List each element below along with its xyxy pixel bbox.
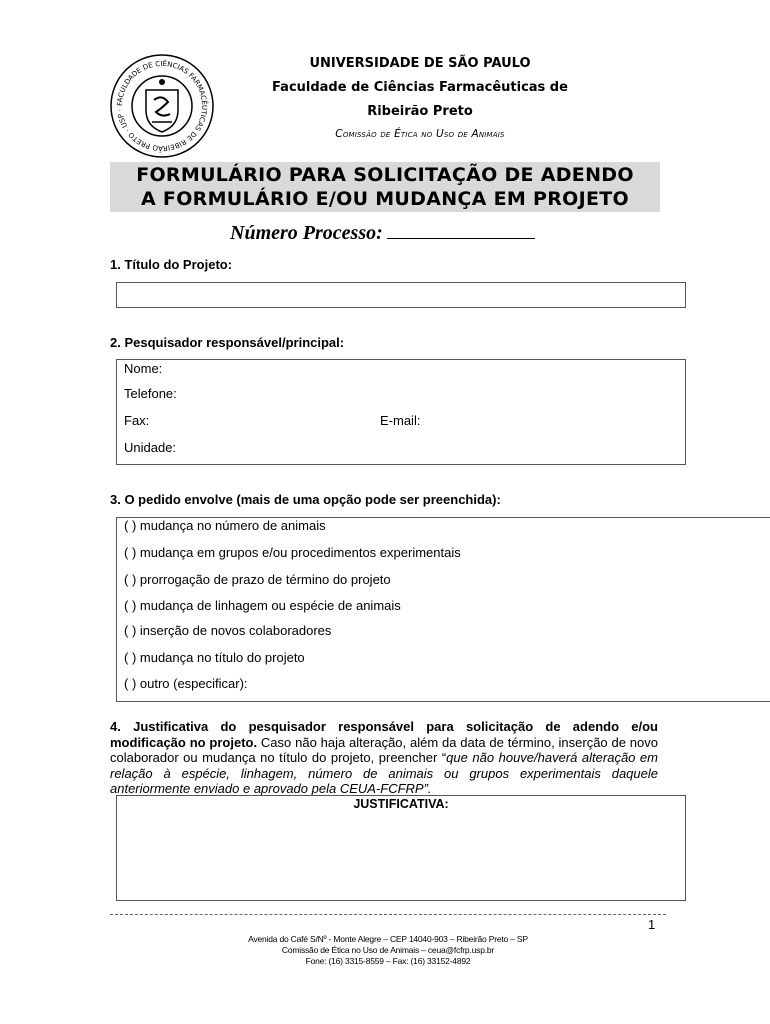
university-name: UNIVERSIDADE DE SÃO PAULO	[309, 56, 531, 71]
footer-address: Avenida do Café S/Nº - Monte Alegre – CEP 14040-903 – Ribeirão Preto – SP	[248, 934, 528, 944]
option-other[interactable]: ( ) outro (especificar):	[124, 676, 248, 691]
form-title-line2: A FORMULÁRIO E/OU MUDANÇA EM PROJETO	[141, 188, 629, 210]
option-strain-species[interactable]: ( ) mudança de linhagem ou espécie de animais	[124, 598, 401, 613]
faculty-seal-logo	[108, 52, 216, 160]
section4-heading: 4. Justificativa do pesquisador responsável para solicitação de adendo e/ou modificação no projeto.	[110, 719, 658, 750]
section1-heading: 1. Título do Projeto:	[110, 257, 233, 272]
process-number-field[interactable]	[387, 222, 535, 239]
name-field[interactable]: Nome:	[124, 361, 163, 376]
option-deadline-extension[interactable]: ( ) prorrogação de prazo de término do projeto	[124, 572, 391, 587]
option-animal-count[interactable]: ( ) mudança no número de animais	[124, 518, 326, 533]
form-title	[110, 162, 660, 212]
svg-text:FACULDADE DE CIÊNCIAS FARMACÊU: FACULDADE DE CIÊNCIAS FARMACÊUTICAS DE RIBEIRÃO PRETO · USP ·	[115, 59, 209, 153]
researcher-info-box	[116, 359, 686, 465]
justification-label: JUSTIFICATIVA:	[353, 797, 449, 811]
project-title-field[interactable]	[116, 282, 686, 308]
unit-field[interactable]: Unidade:	[124, 440, 177, 455]
section4-instructions: Caso não haja alteração, além da data de término, inserção de novo colaborador ou mudança no título do projeto, preencher “	[110, 734, 658, 765]
option-groups-procedures[interactable]: ( ) mudança em grupos e/ou procedimentos experimentais	[124, 545, 461, 560]
page-number: 1	[648, 917, 656, 932]
option-new-collaborators[interactable]: ( ) inserção de novos colaboradores	[124, 623, 332, 638]
process-number-label: Número Processo:	[230, 222, 535, 245]
section3-heading: 3. O pedido envolve (mais de uma opção pode ser preenchida):	[110, 492, 501, 507]
section4-justification-text	[110, 719, 658, 797]
email-field[interactable]: E-mail:	[380, 413, 421, 428]
faculty-name-line2: Ribeirão Preto	[367, 104, 473, 119]
phone-field[interactable]: Telefone:	[124, 386, 177, 401]
faculty-name-line1: Faculdade de Ciências Farmacêuticas de	[272, 80, 568, 95]
footer-divider	[110, 914, 666, 915]
section2-heading: 2. Pesquisador responsável/principal:	[110, 335, 345, 350]
section4-default-text: que não houve/haverá alteração em relação à espécie, linhagem, número de animais ou grupos experimentais daquele anteriormente enviado e aprovado pela CEUA-FCFRP”.	[110, 750, 658, 796]
footer-phone: Fone: (16) 3315-8559 – Fax: (16) 33152-4892	[305, 956, 471, 966]
commission-name: Comissão de Ética no Uso de Animais	[335, 128, 505, 140]
footer-email: Comissão de Ética no Uso de Animais – ceua@fcfrp.usp.br	[281, 945, 495, 955]
option-title-change[interactable]: ( ) mudança no título do projeto	[124, 650, 305, 665]
fax-field[interactable]: Fax:	[124, 413, 150, 428]
form-title-line1: FORMULÁRIO PARA SOLICITAÇÃO DE ADENDO	[136, 164, 634, 186]
